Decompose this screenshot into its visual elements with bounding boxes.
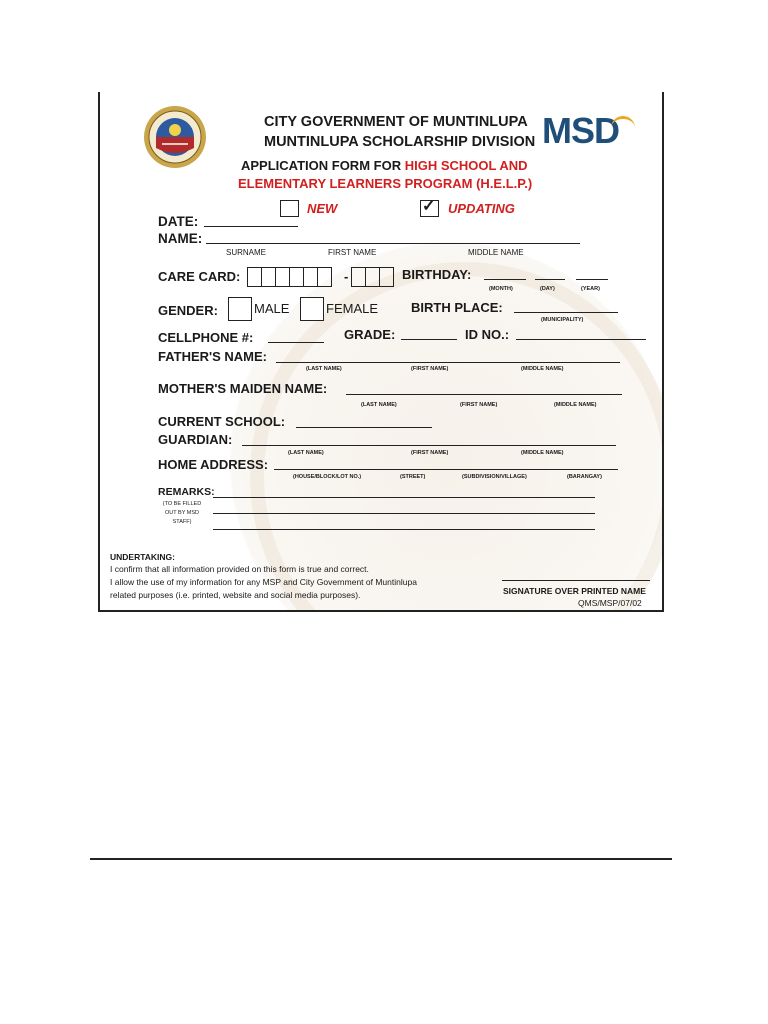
new-label: NEW (307, 201, 338, 216)
guardian-sub-first: (FIRST NAME) (411, 450, 449, 456)
birthday-sub-year: (YEAR) (581, 286, 600, 292)
id-field[interactable] (516, 339, 646, 340)
mother-sub-first: (FIRST NAME) (460, 402, 498, 408)
father-sub-last: (LAST NAME) (306, 366, 342, 372)
address-sub-street: (STREET) (400, 474, 426, 480)
header-line2: MUNTINLUPA SCHOLARSHIP DIVISION (264, 134, 536, 150)
birthday-sub-month: (MONTH) (489, 286, 513, 292)
address-sub-house: (HOUSE/BLOCK/LOT NO.) (293, 474, 362, 480)
name-field[interactable] (206, 243, 580, 244)
remarks-line-1[interactable] (213, 497, 595, 498)
guardian-sub-middle: (MIDDLE NAME) (521, 450, 564, 456)
updating-label: UPDATING (448, 201, 515, 216)
birthday-day-field[interactable] (535, 279, 565, 280)
application-form (98, 92, 664, 612)
school-field[interactable] (296, 427, 432, 428)
mother-sub-last: (LAST NAME) (361, 402, 397, 408)
cellphone-label: CELLPHONE #: (158, 330, 254, 345)
father-sub-first: (FIRST NAME) (411, 366, 449, 372)
remarks-label: REMARKS: (158, 486, 215, 498)
guardian-field[interactable] (242, 445, 616, 446)
mother-sub-middle: (MIDDLE NAME) (554, 402, 597, 408)
female-checkbox[interactable] (300, 297, 324, 321)
school-label: CURRENT SCHOOL: (158, 414, 286, 429)
remarks-line-3[interactable] (213, 529, 595, 530)
care-card-label: CARE CARD: (158, 269, 241, 284)
updating-check-mark: ✓ (422, 198, 436, 215)
form-title-line1: APPLICATION FORM FOR HIGH SCHOOL AND (241, 158, 528, 173)
id-label: ID NO.: (465, 327, 510, 342)
care-card-boxes-a[interactable] (247, 267, 332, 287)
grade-field[interactable] (401, 339, 457, 340)
father-label: FATHER'S NAME: (158, 349, 268, 364)
undertaking-title: UNDERTAKING: (110, 552, 176, 562)
form-title-line2: ELEMENTARY LEARNERS PROGRAM (H.E.L.P.) (238, 176, 533, 191)
cellphone-field[interactable] (268, 342, 324, 343)
gender-label: GENDER: (158, 303, 218, 318)
birthplace-label: BIRTH PLACE: (411, 300, 503, 315)
father-field[interactable] (276, 362, 620, 363)
address-label: HOME ADDRESS: (158, 457, 269, 472)
birthday-month-field[interactable] (484, 279, 526, 280)
signature-label: SIGNATURE OVER PRINTED NAME (503, 586, 646, 596)
date-label: DATE: (158, 214, 199, 229)
remarks-line-2[interactable] (213, 513, 595, 514)
birthplace-sub: (MUNICIPALITY) (541, 317, 584, 323)
male-checkbox[interactable] (228, 297, 252, 321)
name-sub-first: FIRST NAME (328, 248, 377, 257)
name-label: NAME: (158, 231, 203, 246)
birthday-label: BIRTHDAY: (402, 267, 472, 282)
page-divider (90, 858, 672, 860)
undertaking-line2: I allow the use of my information for any MSP and City Government of Muntinlupa (110, 577, 417, 587)
address-sub-subdivision: (SUBDIVISION/VILLAGE) (462, 474, 527, 480)
msd-logo-arc (611, 116, 635, 131)
grade-label: GRADE: (344, 327, 396, 342)
city-seal-icon (142, 104, 208, 170)
name-sub-surname: SURNAME (226, 248, 267, 257)
name-sub-middle: MIDDLE NAME (468, 248, 524, 257)
undertaking-line3: related purposes (i.e. printed, website and social media purposes). (110, 590, 361, 600)
signature-line[interactable] (502, 580, 650, 581)
guardian-sub-last: (LAST NAME) (288, 450, 324, 456)
birthplace-field[interactable] (514, 312, 618, 313)
date-field[interactable] (204, 226, 298, 227)
guardian-label: GUARDIAN: (158, 432, 233, 447)
female-label: FEMALE (326, 301, 379, 316)
undertaking-line1: I confirm that all information provided on this form is true and correct. (110, 564, 369, 574)
mother-label: MOTHER'S MAIDEN NAME: (158, 381, 328, 396)
address-sub-barangay: (BARANGAY) (567, 474, 602, 480)
header-line1: CITY GOVERNMENT OF MUNTINLUPA (264, 114, 528, 130)
birthday-year-field[interactable] (576, 279, 608, 280)
msd-logo: MSD (542, 110, 619, 151)
father-sub-middle: (MIDDLE NAME) (521, 366, 564, 372)
remarks-note: (TO BE FILLED OUT BY MSD STAFF) (162, 501, 202, 525)
address-field[interactable] (274, 469, 618, 470)
care-card-boxes-b[interactable] (351, 267, 394, 287)
mother-field[interactable] (346, 394, 622, 395)
new-checkbox[interactable] (280, 200, 299, 217)
form-code: QMS/MSP/07/02 (578, 598, 642, 608)
male-label: MALE (254, 301, 290, 316)
care-card-dash: - (344, 269, 349, 284)
birthday-sub-day: (DAY) (540, 286, 555, 292)
